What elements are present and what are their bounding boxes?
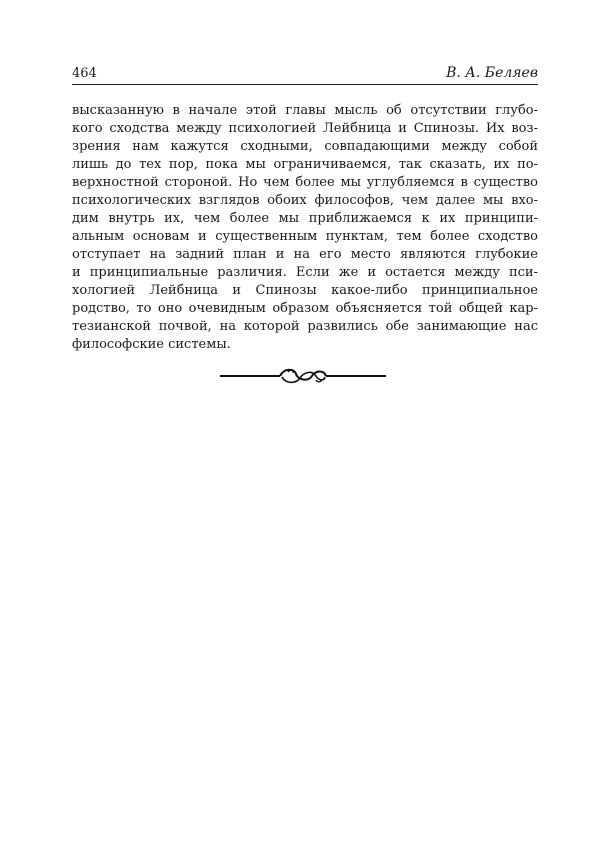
- text-line: кого сходства между психологией Лейбница и Спинозы. Их воз-: [72, 121, 538, 136]
- text-line: альным основам и существенным пунктам, тем более сходство: [72, 229, 538, 244]
- text-line: дим внутрь их, чем более мы приближаемся к их принципи-: [72, 211, 538, 226]
- text-line: высказанную в начале этой главы мысль об отсутствии глубо-: [72, 103, 538, 118]
- text-line: и принципиальные различия. Если же и остается между пси-: [72, 265, 538, 280]
- text-line: отступает на задний план и на его место являются глубокие: [72, 247, 538, 262]
- page-number: 464: [72, 66, 97, 81]
- running-head-author: В. А. Беляев: [446, 65, 538, 81]
- text-line: лишь до тех пор, пока мы ограничиваемся, так сказать, их по-: [72, 157, 538, 172]
- text-line: зрения нам кажутся сходными, совпадающими между собой: [72, 139, 538, 154]
- text-line: тезианской почвой, на которой развились обе занимающие нас: [72, 319, 538, 334]
- page-header: [72, 64, 538, 85]
- text-line: верхностной стороной. Но чем более мы углубляемся в существо: [72, 175, 538, 190]
- text-line: психологических взглядов обоих философов, чем далее мы вхо-: [72, 193, 538, 208]
- body-paragraph: [72, 102, 538, 354]
- text-line: хологией Лейбница и Спинозы какое-либо принципиальное: [72, 283, 538, 298]
- text-line: родство, то оно очевидным образом объясняется той общей кар-: [72, 301, 538, 316]
- text-line: философские системы.: [72, 337, 231, 352]
- flourish-divider-icon: [218, 364, 388, 388]
